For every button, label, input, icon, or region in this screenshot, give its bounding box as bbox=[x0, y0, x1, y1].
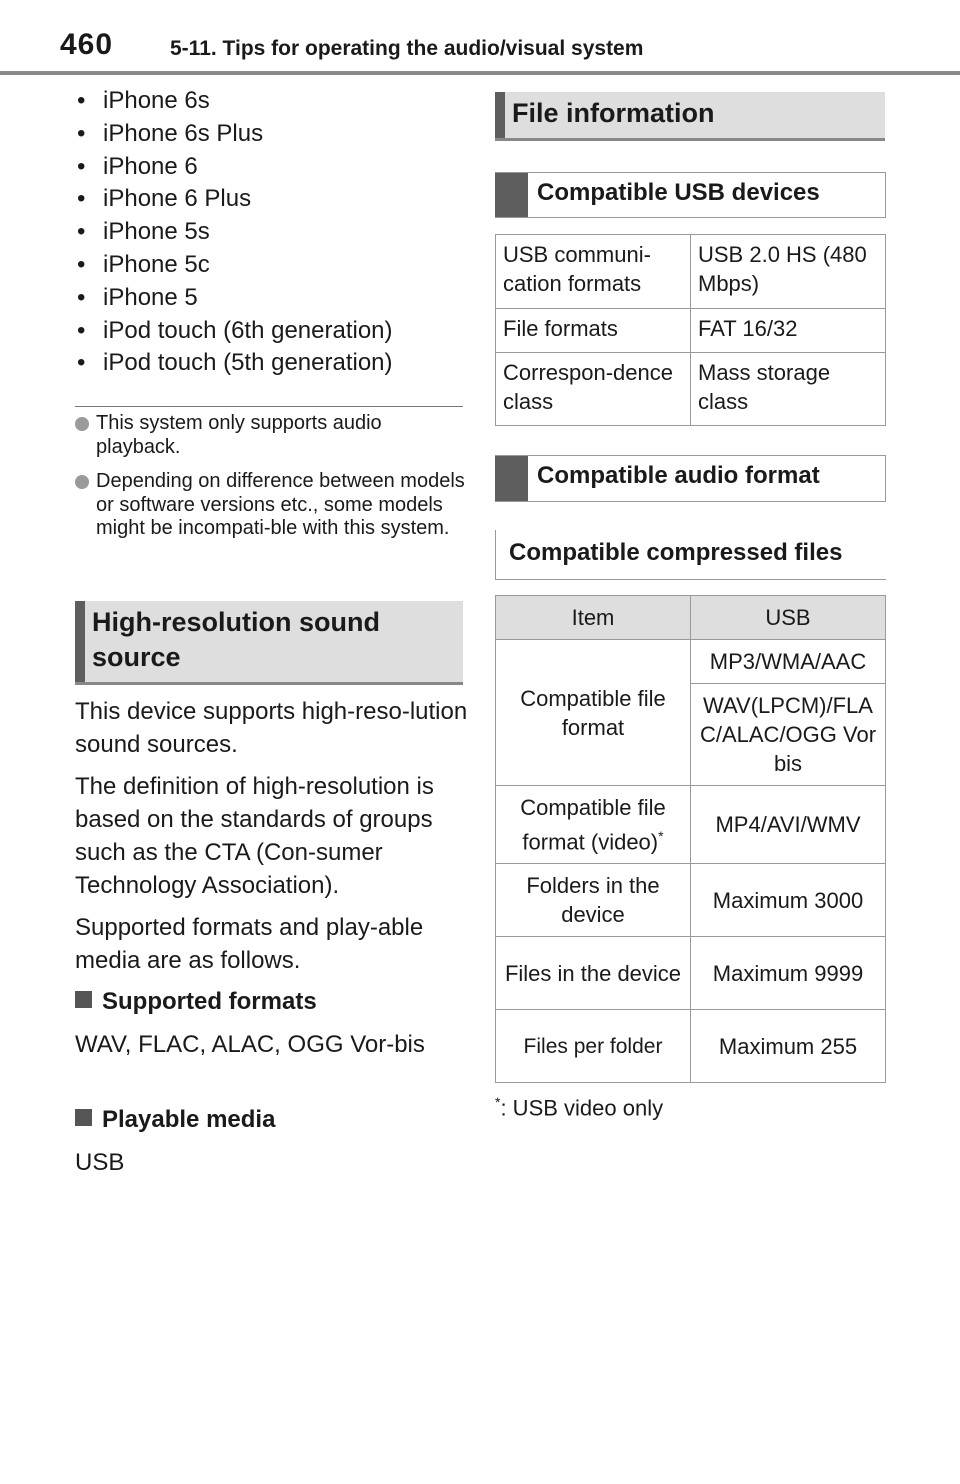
section-bar bbox=[75, 601, 85, 682]
table-cell: USB 2.0 HS (480 Mbps) bbox=[691, 235, 886, 309]
list-item: • iPod touch (5th generation) bbox=[75, 347, 465, 380]
video-format-label: Compatible file format (video) bbox=[520, 794, 666, 855]
footnote bbox=[495, 1094, 663, 1121]
audio-format-subheader bbox=[495, 455, 886, 502]
audio-format-title: Compatible audio format bbox=[537, 462, 820, 489]
device-list-column bbox=[75, 85, 465, 380]
list-item: • iPhone 5c bbox=[75, 249, 465, 282]
table-cell: WAV(LPCM)/FLAC/ALAC/OGG Vorbis bbox=[691, 684, 886, 786]
section-bar bbox=[495, 92, 505, 138]
file-information-title: File information bbox=[512, 98, 715, 128]
subsection-bar bbox=[495, 173, 528, 217]
table-row bbox=[496, 235, 886, 309]
usb-devices-subheader bbox=[495, 172, 886, 218]
note-item bbox=[75, 470, 465, 541]
table-cell: USB communi-cation formats bbox=[496, 235, 691, 309]
table-cell: Folders in the device bbox=[496, 864, 691, 937]
notes-divider bbox=[75, 406, 463, 407]
table-header-cell: Item bbox=[496, 596, 691, 640]
table-row bbox=[496, 309, 886, 353]
notes bbox=[75, 412, 465, 552]
list-item: • iPhone 5 bbox=[75, 282, 465, 315]
square-bullet-icon bbox=[75, 1109, 92, 1126]
table-cell bbox=[496, 786, 691, 864]
hires-title-line2: source bbox=[92, 642, 181, 672]
hires-paragraph-2: The definition of high-resolution is based on the standards of groups such as the CTA (Con-sumer Technology Association). bbox=[75, 773, 434, 899]
table-cell: Maximum 255 bbox=[691, 1010, 886, 1083]
list-item: • iPhone 6 Plus bbox=[75, 183, 465, 216]
page-number: 460 bbox=[60, 28, 114, 61]
table-cell: MP3/WMA/AAC bbox=[691, 640, 886, 684]
table-row bbox=[496, 864, 886, 937]
hires-title-line1: High-resolution sound bbox=[92, 607, 380, 637]
note-text: This system only supports audio playback. bbox=[96, 412, 382, 458]
list-item: • iPhone 6s bbox=[75, 85, 465, 118]
table-cell: Compatible file format bbox=[496, 640, 691, 786]
table-row bbox=[496, 353, 886, 426]
square-bullet-icon bbox=[75, 991, 92, 1008]
file-information-header bbox=[495, 92, 885, 141]
list-item: • iPhone 5s bbox=[75, 216, 465, 249]
playable-media-text: USB bbox=[75, 1149, 125, 1176]
table-cell: FAT 16/32 bbox=[691, 309, 886, 353]
table-cell: Maximum 9999 bbox=[691, 937, 886, 1010]
usb-devices-table bbox=[495, 234, 886, 426]
list-item: • iPod touch (6th generation) bbox=[75, 315, 465, 348]
table-cell: Maximum 3000 bbox=[691, 864, 886, 937]
table-cell: Files in the device bbox=[496, 937, 691, 1010]
subsection-bar bbox=[495, 456, 528, 501]
header-rule bbox=[0, 71, 960, 75]
bullet-dot-icon bbox=[75, 417, 89, 431]
hires-section-header bbox=[75, 601, 463, 685]
table-cell: MP4/AVI/WMV bbox=[691, 786, 886, 864]
compressed-files-header bbox=[495, 530, 886, 580]
table-cell: File formats bbox=[496, 309, 691, 353]
supported-formats-text: WAV, FLAC, ALAC, OGG Vor-bis bbox=[75, 1031, 425, 1058]
usb-devices-title: Compatible USB devices bbox=[537, 179, 820, 206]
table-header-row bbox=[496, 596, 886, 640]
table-row bbox=[496, 786, 886, 864]
table-row bbox=[496, 937, 886, 1010]
list-item: • iPhone 6 bbox=[75, 151, 465, 184]
bullet-dot-icon bbox=[75, 475, 89, 489]
table-cell: Mass storage class bbox=[691, 353, 886, 426]
footnote-mark: * bbox=[495, 1094, 501, 1110]
footnote-text: : USB video only bbox=[500, 1095, 664, 1121]
footnote-mark: * bbox=[658, 827, 664, 844]
table-header-cell: USB bbox=[691, 596, 886, 640]
compressed-files-table bbox=[495, 595, 886, 1083]
device-list bbox=[75, 85, 465, 380]
table-row bbox=[496, 640, 886, 684]
section-title: 5-11. Tips for operating the audio/visual system bbox=[170, 37, 644, 60]
hires-paragraph-3: Supported formats and play-able media are as follows. bbox=[75, 914, 424, 974]
note-text: Depending on difference between models or software versions etc., some models might be incompati-ble with this system. bbox=[96, 470, 465, 539]
hires-paragraph-1: This device supports high-reso-lution sound sources. bbox=[75, 698, 468, 758]
note-item bbox=[75, 412, 465, 459]
compressed-files-title: Compatible compressed files bbox=[509, 539, 843, 566]
table-cell: Correspon-dence class bbox=[496, 353, 691, 426]
list-item: • iPhone 6s Plus bbox=[75, 118, 465, 151]
supported-formats-heading: Supported formats bbox=[75, 985, 317, 1018]
table-row bbox=[496, 1010, 886, 1083]
playable-media-heading: Playable media bbox=[75, 1103, 275, 1136]
table-cell: Files per folder bbox=[496, 1010, 691, 1083]
